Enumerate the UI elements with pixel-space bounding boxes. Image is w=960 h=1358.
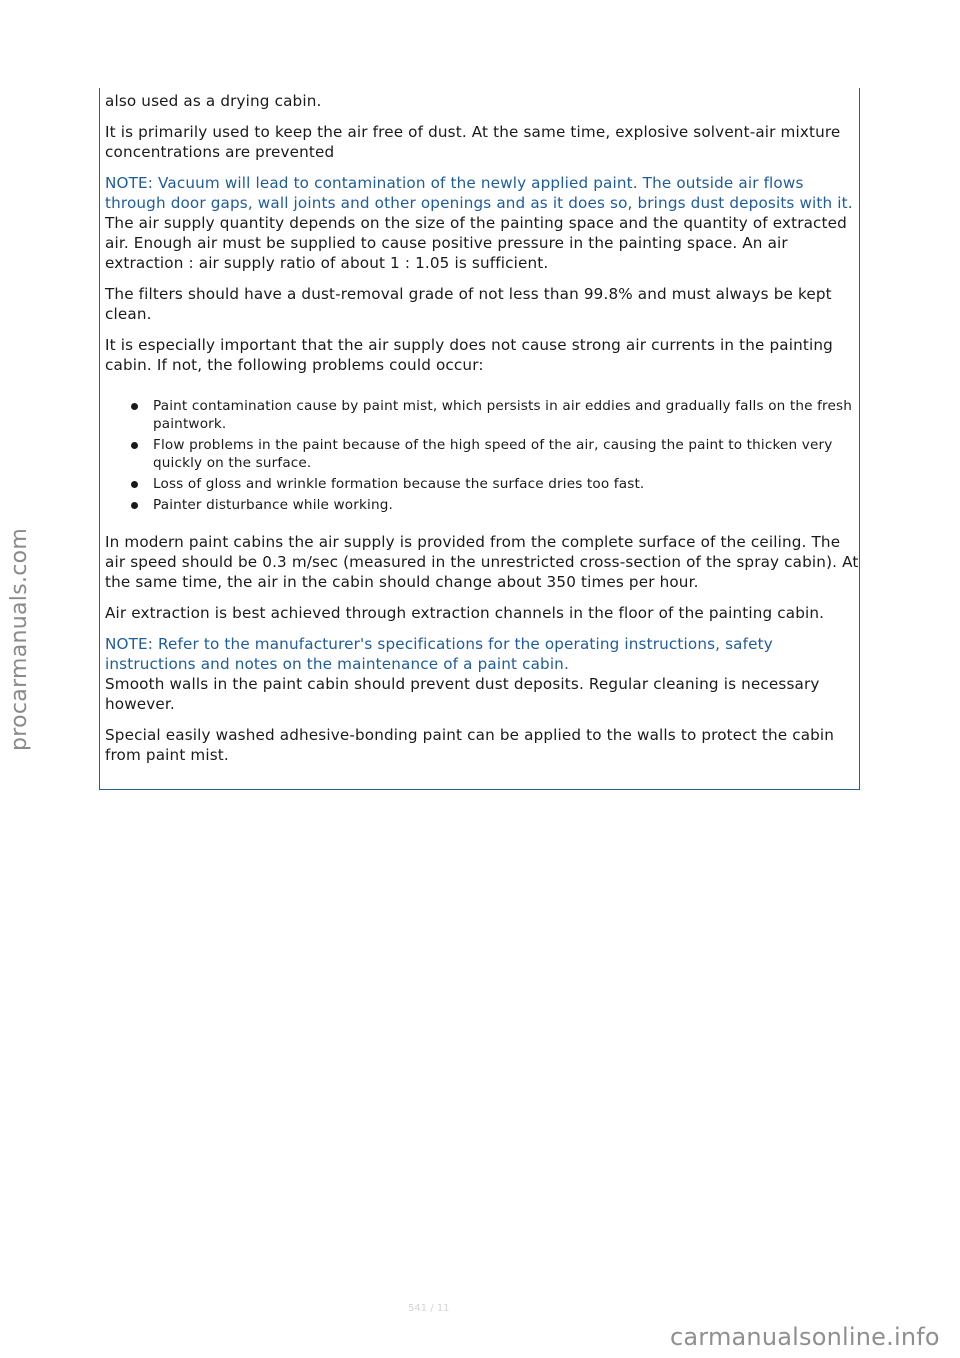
- bottom-watermark: carmanualsonline.info: [670, 1323, 940, 1351]
- list-item: [129, 436, 859, 472]
- side-watermark: procarmanuals.com: [7, 527, 32, 751]
- paragraph-modern-cabins: In modern paint cabins the air supply is provided from the complete surface of the ceiling. The air speed should be 0.3 m/sec (measured in the unrestricted cross-section of the spray cabin). At the same time, the air in the cabin should change about 350 times per hour.: [105, 533, 859, 591]
- page-footer-mark: 541 / 11: [408, 1303, 450, 1314]
- paragraph-adhesive-paint: Special easily washed adhesive-bonding paint can be applied to the walls to protect the cabin from paint mist.: [105, 726, 835, 764]
- paragraph-smooth-walls: Smooth walls in the paint cabin should prevent dust deposits. Regular cleaning is necessary however.: [105, 675, 820, 713]
- problems-list: [105, 397, 859, 514]
- list-item-text: Loss of gloss and wrinkle formation because the surface dries too fast.: [153, 476, 645, 492]
- list-item-text: Paint contamination cause by paint mist, which persists in air eddies and gradually falls on the fresh paintwork.: [153, 398, 853, 432]
- paragraph-drying-cabin: also used as a drying cabin.: [105, 92, 322, 110]
- list-item: [129, 496, 859, 514]
- list-item: [129, 475, 859, 493]
- note-manufacturer-specs: NOTE: Refer to the manufacturer's specifications for the operating instructions, safety instructions and notes on the maintenance of a paint cabin.: [105, 635, 773, 673]
- bullet-icon: [131, 403, 138, 410]
- note-vacuum: NOTE: Vacuum will lead to contamination of the newly applied paint. The outside air flows through door gaps, wall joints and other openings and as it does so, brings dust deposits with it.: [105, 174, 853, 212]
- list-item-text: Flow problems in the paint because of the high speed of the air, causing the paint to thicken very quickly on the surface.: [153, 437, 833, 471]
- bullet-icon: [131, 481, 138, 488]
- bullet-icon: [131, 442, 138, 449]
- paragraph-filters: The filters should have a dust-removal grade of not less than 99.8% and must always be kept clean.: [105, 285, 832, 323]
- list-item: [129, 397, 859, 433]
- content-box: [99, 88, 860, 790]
- paragraph-dust-free: It is primarily used to keep the air free of dust. At the same time, explosive solvent-air mixture concentrations are prevented: [105, 123, 841, 161]
- paragraph-air-extraction: Air extraction is best achieved through extraction channels in the floor of the painting cabin.: [105, 604, 825, 622]
- list-item-text: Painter disturbance while working.: [153, 497, 393, 513]
- paragraph-air-supply-quantity: The air supply quantity depends on the size of the painting space and the quantity of extracted air. Enough air must be supplied to cause positive pressure in the painting space. An air extraction : air supply ratio of about 1 : 1.05 is sufficient.: [105, 214, 847, 272]
- paragraph-air-currents: It is especially important that the air supply does not cause strong air currents in the painting cabin. If not, the following problems could occur:: [105, 336, 833, 374]
- bullet-icon: [131, 502, 138, 509]
